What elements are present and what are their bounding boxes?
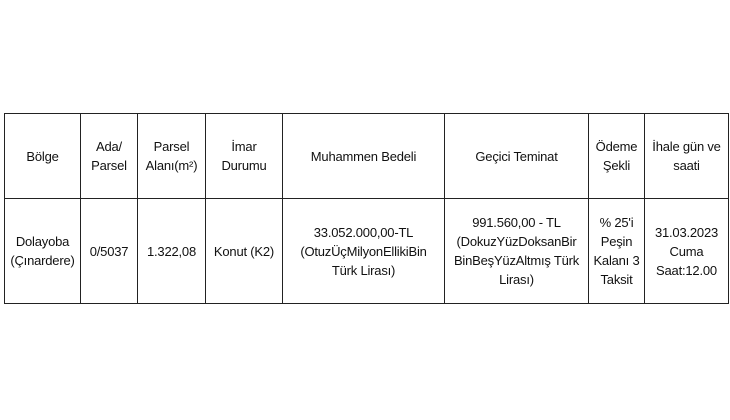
cell-region-line: (Çınardere) xyxy=(10,253,75,268)
cell-estimated-value-line: Türk Lirası) xyxy=(331,262,396,278)
header-parcel-area xyxy=(138,114,206,199)
header-provisional-deposit-line: Geçici Teminat xyxy=(475,148,558,164)
header-payment-method-line: Şekli xyxy=(602,158,631,173)
tender-table xyxy=(4,113,729,304)
cell-provisional-deposit-line: BinBeşYüzAltmış Türk xyxy=(453,253,580,268)
header-payment-method xyxy=(589,114,645,199)
cell-provisional-deposit-line: 991.560,00 - TL xyxy=(472,215,561,230)
cell-tender-date-time-line: Cuma xyxy=(669,243,704,259)
header-zoning-status-line: İmar xyxy=(231,139,257,154)
header-region-line: Bölge xyxy=(26,148,59,164)
header-provisional-deposit xyxy=(445,114,589,199)
cell-block-parcel xyxy=(81,199,138,304)
header-block-parcel-line: Parsel xyxy=(91,158,127,173)
cell-block-parcel-line: 0/5037 xyxy=(89,243,129,259)
cell-estimated-value-line: (OtuzÜçMilyonEllikiBin xyxy=(300,243,427,259)
cell-region xyxy=(5,199,81,304)
cell-payment-method-line: Taksit xyxy=(600,272,633,287)
header-tender-date-time-line: İhale gün ve xyxy=(652,139,721,154)
header-block-parcel xyxy=(81,114,138,199)
cell-zoning-status-line: Konut (K2) xyxy=(213,243,275,259)
header-parcel-area-line: Parsel xyxy=(153,139,190,154)
header-parcel-area-line: Alanı(m²) xyxy=(145,158,198,173)
cell-tender-date-time-line: Saat:12.00 xyxy=(656,262,717,278)
header-region xyxy=(5,114,81,199)
header-row xyxy=(5,114,729,199)
cell-parcel-area xyxy=(138,199,206,304)
cell-zoning-status xyxy=(206,199,283,304)
header-block-parcel-line: Ada/ xyxy=(96,139,122,154)
header-payment-method-line: Ödeme xyxy=(595,139,638,154)
cell-parcel-area-line: 1.322,08 xyxy=(146,243,196,259)
cell-provisional-deposit xyxy=(445,199,589,304)
cell-payment-method-line: Kalanı 3 xyxy=(593,253,640,268)
header-tender-date-time-line: saati xyxy=(673,158,700,173)
cell-estimated-value xyxy=(283,199,445,304)
cell-payment-method-line: % 25'i xyxy=(599,215,634,230)
header-estimated-value xyxy=(283,114,445,199)
header-tender-date-time xyxy=(645,114,729,199)
header-estimated-value-line: Muhammen Bedeli xyxy=(310,148,417,164)
cell-payment-method-line: Peşin xyxy=(600,234,633,249)
cell-region-line: Dolayoba xyxy=(15,234,70,249)
table-row xyxy=(5,199,729,304)
cell-estimated-value-line: 33.052.000,00-TL xyxy=(313,224,414,240)
cell-provisional-deposit-line: (DokuzYüzDoksanBir xyxy=(456,234,577,249)
header-zoning-status-line: Durumu xyxy=(221,158,267,173)
cell-tender-date-time xyxy=(645,199,729,304)
cell-tender-date-time-line: 31.03.2023 xyxy=(654,224,719,240)
cell-payment-method xyxy=(589,199,645,304)
cell-provisional-deposit-line: Lirası) xyxy=(499,272,534,287)
header-zoning-status xyxy=(206,114,283,199)
